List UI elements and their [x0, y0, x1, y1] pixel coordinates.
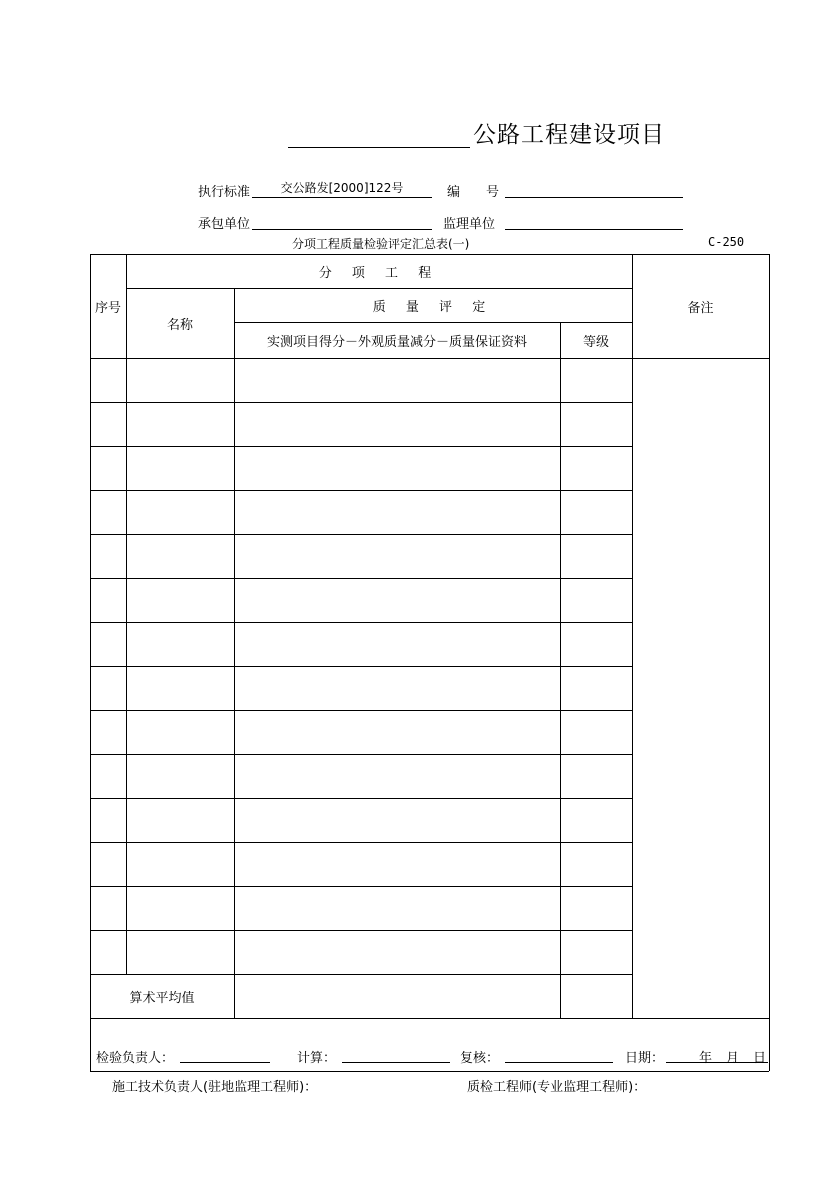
- row-score-cell[interactable]: [234, 666, 560, 710]
- standard-label: 执行标准: [198, 185, 251, 200]
- row-index-cell[interactable]: [90, 534, 126, 578]
- qc-engineer-label: 质检工程师(专业监理工程师)：: [467, 1080, 647, 1095]
- row-grade-cell[interactable]: [560, 578, 632, 622]
- row-grade-cell[interactable]: [560, 754, 632, 798]
- row-score-cell[interactable]: [234, 534, 560, 578]
- row-score-cell[interactable]: [234, 622, 560, 666]
- remark-cell[interactable]: [632, 358, 769, 1018]
- row-score-cell[interactable]: [234, 490, 560, 534]
- supervisor-label: 监理单位: [443, 217, 496, 232]
- inspector-field[interactable]: [180, 1062, 270, 1063]
- review-field[interactable]: [505, 1062, 613, 1063]
- row-grade-cell[interactable]: [560, 666, 632, 710]
- subitem-group-header: 分 项 工 程: [318, 265, 440, 281]
- row-index-cell[interactable]: [90, 930, 126, 974]
- row-index-cell[interactable]: [90, 578, 126, 622]
- calc-label: 计算：: [297, 1051, 337, 1066]
- row-name-cell[interactable]: [126, 842, 234, 886]
- quality-group-header: 质 量 评 定: [372, 299, 494, 315]
- standard-field[interactable]: 交公路发[2000]122号: [252, 179, 432, 198]
- row-index-cell[interactable]: [90, 798, 126, 842]
- col-index-header: 序号: [94, 300, 121, 316]
- row-name-cell[interactable]: [126, 798, 234, 842]
- row-index-cell[interactable]: [90, 622, 126, 666]
- page-title: 公路工程建设项目: [473, 122, 665, 148]
- row-grade-cell[interactable]: [560, 490, 632, 534]
- row-score-cell[interactable]: [234, 710, 560, 754]
- row-score-cell[interactable]: [234, 358, 560, 402]
- row-index-cell[interactable]: [90, 358, 126, 402]
- row-score-cell[interactable]: [234, 798, 560, 842]
- col-remark-header: 备注: [687, 300, 714, 316]
- row-score-cell[interactable]: [234, 578, 560, 622]
- row-name-cell[interactable]: [126, 666, 234, 710]
- col-grade-header: 等级: [582, 334, 609, 350]
- row-name-cell[interactable]: [126, 446, 234, 490]
- tech-lead-label: 施工技术负责人(驻地监理工程师)：: [112, 1080, 318, 1095]
- row-score-cell[interactable]: [234, 930, 560, 974]
- average-grade-cell[interactable]: [560, 974, 632, 1018]
- row-index-cell[interactable]: [90, 490, 126, 534]
- row-index-cell[interactable]: [90, 842, 126, 886]
- date-label: 日期：: [625, 1051, 665, 1066]
- row-score-cell[interactable]: [234, 842, 560, 886]
- form-code: C-250: [708, 235, 745, 249]
- row-score-cell[interactable]: [234, 446, 560, 490]
- row-name-cell[interactable]: [126, 402, 234, 446]
- row-grade-cell[interactable]: [560, 886, 632, 930]
- project-name-blank[interactable]: [288, 147, 470, 148]
- row-index-cell[interactable]: [90, 886, 126, 930]
- inspector-label: 检验负责人：: [96, 1051, 175, 1066]
- average-score-cell[interactable]: [234, 974, 560, 1018]
- row-grade-cell[interactable]: [560, 402, 632, 446]
- row-index-cell[interactable]: [90, 754, 126, 798]
- review-label: 复核：: [460, 1051, 500, 1066]
- calc-field[interactable]: [342, 1062, 450, 1063]
- row-name-cell[interactable]: [126, 578, 234, 622]
- row-index-cell[interactable]: [90, 710, 126, 754]
- row-name-cell[interactable]: [126, 754, 234, 798]
- row-grade-cell[interactable]: [560, 534, 632, 578]
- number-field[interactable]: [505, 179, 683, 198]
- row-index-cell[interactable]: [90, 402, 126, 446]
- supervisor-field[interactable]: [505, 211, 683, 230]
- row-name-cell[interactable]: [126, 622, 234, 666]
- row-grade-cell[interactable]: [560, 842, 632, 886]
- number-label: 编 号: [447, 185, 500, 200]
- average-label: 算术平均值: [129, 990, 195, 1006]
- row-name-cell[interactable]: [126, 358, 234, 402]
- row-index-cell[interactable]: [90, 666, 126, 710]
- row-name-cell[interactable]: [126, 710, 234, 754]
- row-grade-cell[interactable]: [560, 798, 632, 842]
- row-score-cell[interactable]: [234, 886, 560, 930]
- row-grade-cell[interactable]: [560, 930, 632, 974]
- contractor-label: 承包单位: [198, 217, 251, 232]
- row-name-cell[interactable]: [126, 930, 234, 974]
- row-name-cell[interactable]: [126, 886, 234, 930]
- date-month: 月: [726, 1051, 740, 1066]
- col-name-header: 名称: [166, 317, 193, 333]
- row-index-cell[interactable]: [90, 446, 126, 490]
- form-subtitle: 分项工程质量检验评定汇总表(一): [292, 237, 470, 251]
- row-score-cell[interactable]: [234, 754, 560, 798]
- row-grade-cell[interactable]: [560, 358, 632, 402]
- row-grade-cell[interactable]: [560, 622, 632, 666]
- row-name-cell[interactable]: [126, 490, 234, 534]
- row-grade-cell[interactable]: [560, 710, 632, 754]
- col-score-header: 实测项目得分－外观质量减分－质量保证资料: [266, 334, 527, 350]
- date-year: 年: [699, 1051, 713, 1066]
- date-day: 日: [753, 1051, 767, 1066]
- row-grade-cell[interactable]: [560, 446, 632, 490]
- row-name-cell[interactable]: [126, 534, 234, 578]
- contractor-field[interactable]: [252, 211, 432, 230]
- row-score-cell[interactable]: [234, 402, 560, 446]
